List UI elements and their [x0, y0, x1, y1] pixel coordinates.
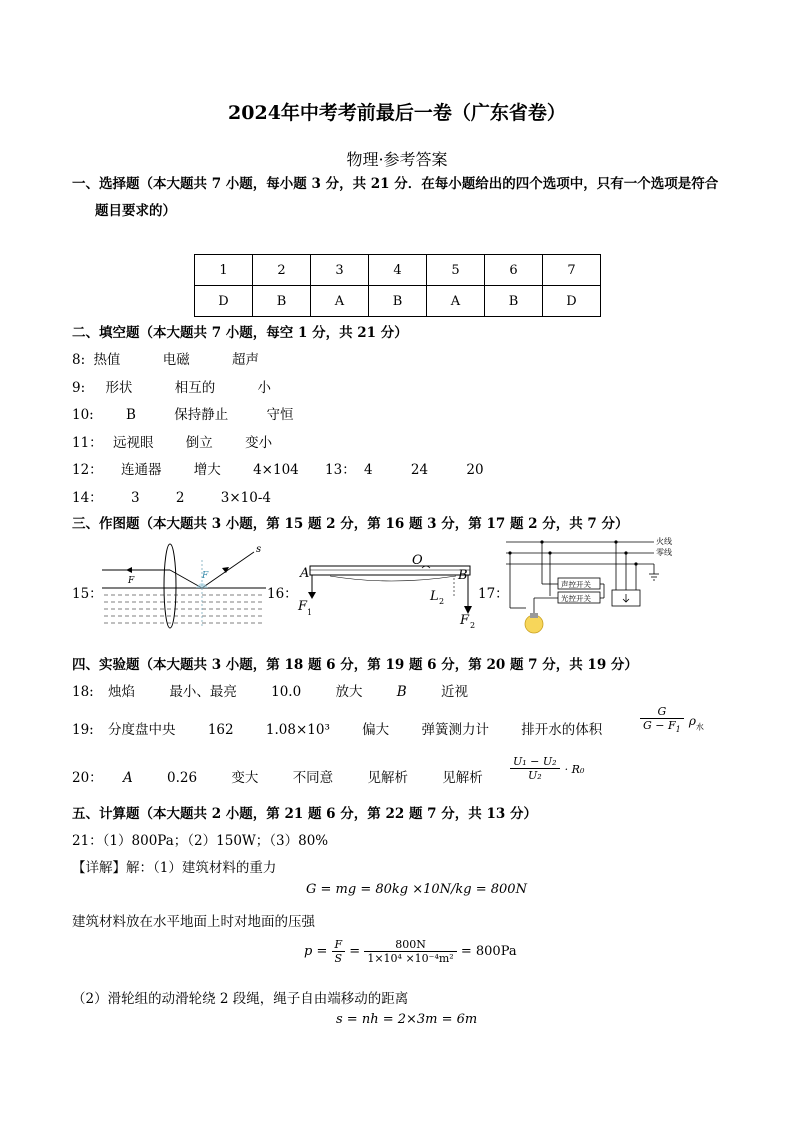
- formula-fraction: [640, 705, 684, 736]
- formula-rho-sub: 水: [695, 722, 704, 732]
- answer-text: 3×10-4: [220, 490, 271, 506]
- label-neutral-wire: 零线: [656, 548, 672, 557]
- formula-numerator: G: [640, 705, 684, 719]
- answer-text: 增大: [193, 462, 221, 478]
- question-number: 12：: [72, 462, 103, 478]
- equation-fraction: [364, 938, 456, 965]
- table-cell: B: [369, 286, 427, 317]
- formula-denominator: U₂: [527, 769, 542, 782]
- equation-numerator: 800N: [364, 938, 456, 952]
- answer-text: 0.26: [167, 770, 198, 786]
- answer-line-21: 21：（1）800Pa；（2）150W；（3）80%: [72, 833, 329, 849]
- ray-arrow: [126, 567, 132, 573]
- answer-text: 近视: [441, 684, 468, 700]
- convex-lens: [164, 544, 176, 628]
- page-subtitle: 物理·参考答案: [346, 150, 448, 169]
- answer-text: 最小、最亮: [169, 684, 237, 700]
- light-ray: [170, 570, 202, 588]
- equation-equals: =: [349, 944, 361, 959]
- equation-gravity: G = mg = 80kg ×10N/kg = 800N: [306, 882, 527, 897]
- equation-denominator: S: [334, 952, 343, 965]
- formula-denominator: [640, 719, 684, 736]
- question-number: 14：: [72, 490, 103, 506]
- answer-line-20: [72, 766, 483, 786]
- answer-text: 烛焰: [108, 684, 136, 700]
- label-f2-sub: 2: [470, 621, 476, 628]
- label-f2: F: [460, 613, 470, 628]
- light-ray: [202, 552, 254, 588]
- answer-text: 连通器: [120, 462, 162, 478]
- answer-text: 热值: [93, 352, 121, 368]
- table-cell: 6: [485, 255, 543, 286]
- table-cell: D: [195, 286, 253, 317]
- answer-text: 变大: [231, 770, 259, 786]
- table-cell: 4: [369, 255, 427, 286]
- label-a: A: [300, 566, 310, 581]
- equation-lhs: p =: [304, 944, 328, 959]
- answer-text: 分度盘中央: [108, 722, 176, 738]
- answer-table-number-row: [195, 255, 601, 286]
- page-title: 2024年中考考前最后一卷（广东省卷）: [228, 102, 566, 124]
- section1-heading-line1: 一、选择题（本大题共 7 小题，每小题 3 分，共 21 分．在每小题给出的四个选项中，只有一个选项是符合: [72, 176, 719, 192]
- label-focus-left: F: [128, 576, 135, 586]
- question-number: 18:: [72, 684, 94, 700]
- section2-heading: 二、填空题（本大题共 7 小题，每空 1 分，共 21 分）: [72, 325, 408, 341]
- formula-rho: ρ: [688, 714, 696, 729]
- answer-line-14: [72, 486, 271, 506]
- question-number: 8:: [72, 352, 86, 368]
- answer-text: B: [396, 684, 407, 700]
- equation-fraction: [332, 938, 346, 965]
- answer-text: 电磁: [162, 352, 190, 368]
- label-f1: F: [298, 599, 308, 614]
- answer-text: 4×104: [253, 462, 299, 478]
- answer-table: [194, 254, 601, 317]
- answer-text: 4: [364, 462, 373, 478]
- water-hatching: [102, 588, 266, 623]
- question-number-16: 16：: [267, 586, 298, 602]
- figure-15-lens-diagram: [98, 540, 270, 632]
- answer-text: 形状: [105, 380, 133, 396]
- formula-subscript: 1: [675, 725, 681, 735]
- table-cell: 5: [427, 255, 485, 286]
- table-cell: 3: [311, 255, 369, 286]
- answer-text: 24: [410, 462, 429, 478]
- answer-text: 20: [466, 462, 484, 478]
- detail-line: 【详解】解：（1）建筑材料的重力: [72, 860, 277, 876]
- answer-text: 守恒: [266, 407, 294, 423]
- answer-text: 小: [257, 380, 272, 396]
- answer-text: 排开水的体积: [521, 722, 603, 738]
- equation-distance: s = nh = 2×3m = 6m: [336, 1012, 478, 1027]
- answer-line-19: [72, 718, 602, 738]
- answer-text: 偏大: [362, 722, 390, 738]
- formula-resistance: [510, 755, 584, 782]
- question-number: 19:: [72, 722, 94, 738]
- section1-heading-line2: 题目要求的）: [95, 203, 176, 219]
- label-o: O: [412, 553, 423, 568]
- label-sound-switch: 声控开关: [561, 580, 591, 589]
- answer-text: 1.08×10³: [265, 722, 330, 738]
- label-l2-sub: 2: [439, 597, 445, 606]
- table-cell: A: [427, 286, 485, 317]
- answer-table-answer-row: [195, 286, 601, 317]
- answer-text: 3: [130, 490, 140, 506]
- answer-text: 2: [175, 490, 185, 506]
- label-light-switch: 光控开关: [561, 594, 591, 603]
- answer-text: 相互的: [174, 380, 216, 396]
- equation-numerator: F: [332, 938, 346, 952]
- question-number: 9:: [72, 380, 86, 396]
- table-cell: B: [485, 286, 543, 317]
- figure-16-lever-diagram: [296, 552, 486, 628]
- table-cell: 1: [195, 255, 253, 286]
- answer-text: A: [122, 770, 133, 786]
- label-focus-right: F: [202, 571, 209, 581]
- section3-heading: 三、作图题（本大题共 3 小题，第 15 题 2 分，第 16 题 3 分，第 17 题 2 分，共 7 分）: [72, 516, 629, 532]
- answer-line-12-13: [72, 458, 484, 478]
- answer-line-9: [72, 376, 271, 396]
- label-b: B: [458, 568, 468, 583]
- equation-denominator: 1×10⁴ ×10⁻⁴m²: [367, 952, 454, 965]
- table-cell: 7: [543, 255, 601, 286]
- section5-heading: 五、计算题（本大题共 2 小题，第 21 题 6 分，第 22 题 7 分，共 13 分）: [72, 806, 537, 822]
- figure-17-circuit-diagram: [504, 534, 694, 640]
- arm-brace: [330, 576, 456, 581]
- text-pulley: （2）滑轮组的动滑轮绕 2 段绳，绳子自由端移动的距离: [72, 991, 409, 1007]
- question-number: 10:: [72, 407, 94, 423]
- label-l2: L: [430, 589, 439, 604]
- force-f1-arrow: [308, 592, 316, 599]
- answer-text: 见解析: [442, 770, 483, 786]
- label-live-wire: 火线: [656, 537, 672, 546]
- answer-text: 162: [207, 722, 234, 738]
- answer-text: 变小: [245, 435, 273, 451]
- formula-density: [640, 705, 704, 736]
- question-number: 13：: [325, 462, 356, 478]
- answer-text: 不同意: [292, 770, 334, 786]
- answer-text: 见解析: [367, 770, 408, 786]
- table-cell: A: [311, 286, 369, 317]
- formula-numerator: U₁ − U₂: [510, 755, 560, 769]
- table-cell: 2: [253, 255, 311, 286]
- question-number: 20：: [72, 770, 103, 786]
- text-pressure-intro: 建筑材料放在水平地面上时对地面的压强: [72, 914, 315, 930]
- question-number-17: 17：: [478, 586, 509, 602]
- section4-heading: 四、实验题（本大题共 3 小题，第 18 题 6 分，第 19 题 6 分，第 20 题 7 分，共 19 分）: [72, 657, 638, 673]
- answer-text: 放大: [335, 684, 363, 700]
- label-s: s: [256, 544, 262, 555]
- answer-text: 超声: [232, 352, 260, 368]
- answer-text: 保持静止: [174, 407, 229, 423]
- refraction-mark: [196, 583, 208, 588]
- light-bulb-icon: [525, 613, 543, 633]
- answer-text: 倒立: [185, 435, 213, 451]
- table-cell: B: [253, 286, 311, 317]
- table-cell: D: [543, 286, 601, 317]
- answer-line-8: [72, 348, 259, 368]
- lever-bar: [310, 566, 470, 575]
- equation-rhs: = 800Pa: [460, 944, 517, 959]
- answer-text: 10.0: [271, 684, 302, 700]
- formula-denominator-text: G − F: [643, 719, 676, 732]
- label-f1-sub: 1: [307, 608, 313, 617]
- answer-text: B: [126, 407, 136, 423]
- answer-line-18: [72, 680, 468, 700]
- formula-fraction: [510, 755, 560, 782]
- answer-text: 远视眼: [112, 435, 154, 451]
- answer-line-10: [72, 403, 294, 423]
- answer-line-11: [72, 431, 272, 451]
- question-number: 11：: [72, 435, 103, 451]
- question-number-15: 15：: [72, 586, 103, 602]
- formula-r0: · R₀: [564, 763, 585, 776]
- answer-text: 弹簧测力计: [421, 722, 489, 738]
- equation-pressure: [304, 938, 517, 965]
